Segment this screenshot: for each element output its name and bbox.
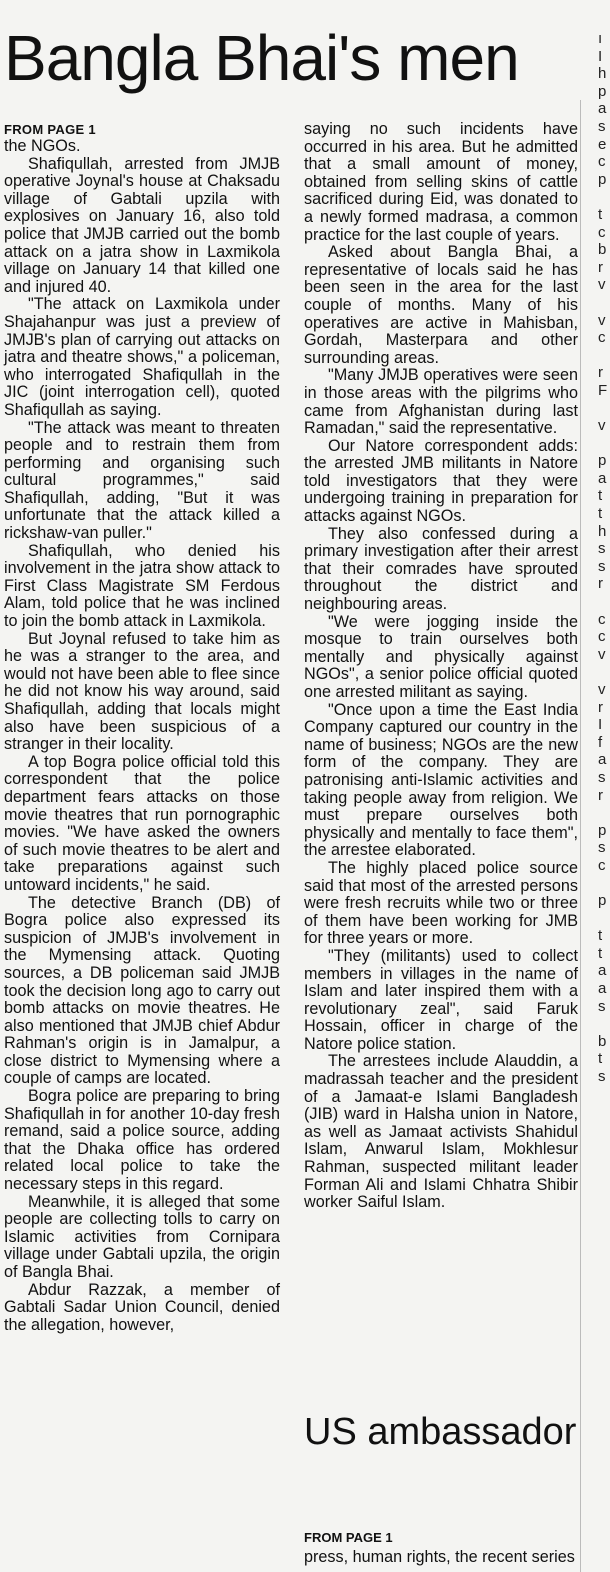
column-3-fragment: s bbox=[598, 768, 606, 786]
article-column-1 bbox=[4, 121, 280, 1334]
column-3-fragment: a bbox=[598, 962, 607, 980]
paragraph: A top Bogra police official told this correspondent that the police department fears attacks on those movie theatres that run pornographic movies. "We have asked the owners of such movie theatres to be alert and take preparations against such untoward incidents," he said. bbox=[4, 752, 280, 894]
column-3-fragment: t bbox=[598, 944, 603, 962]
paragraph: the NGOs. bbox=[4, 137, 81, 155]
column-3-fragment: t bbox=[598, 927, 603, 945]
column-3-fragment: t bbox=[598, 1050, 603, 1068]
second-article-first-line: press, human rights, the recent series bbox=[304, 1548, 575, 1566]
column-3-fragment: c bbox=[598, 610, 606, 628]
column-3-fragment: s bbox=[598, 839, 606, 857]
column-3-fragment: c bbox=[598, 856, 606, 874]
second-article-kicker: FROM PAGE 1 bbox=[304, 1530, 393, 1545]
paragraph: The detective Branch (DB) of Bogra police also expressed its suspicion of JMJB's involvement in the Mymensing attack. Quoting sources, a DB policeman said JMJB took the decision long ago to carry out bomb attacks on movie theatres. He also mentioned that JMJB chief Abdur Rahman's origin is in Jamalpur, a close district to Mymensing where a couple of camps are located. bbox=[4, 893, 280, 1088]
column-3-fragment: s bbox=[598, 1068, 606, 1086]
column-3-fragment bbox=[598, 875, 610, 893]
column-3-fragment bbox=[598, 399, 610, 417]
column-3-fragment: v bbox=[598, 680, 606, 698]
column-3-fragment: c bbox=[598, 223, 606, 241]
column-3-fragment: F bbox=[598, 381, 608, 399]
column-3-fragment: p bbox=[598, 892, 607, 910]
column-3-fragment bbox=[598, 435, 610, 453]
column-3-fragment bbox=[598, 347, 610, 365]
column-3-fragment: a bbox=[598, 980, 607, 998]
column-3-fragment: v bbox=[598, 276, 606, 294]
column-3-fragment: c bbox=[598, 628, 606, 646]
column-3-fragment bbox=[598, 294, 610, 312]
column-3-fragment: I bbox=[598, 47, 603, 65]
paragraph: "The attack on Laxmikola under Shajahanpur was just a preview of JMJB's plan of carrying out attacks on jatra and theatre shows," a policeman, who interrogated Shafiqullah in the JIC (joint interrogation cell), quoted Shafiqullah as saying. bbox=[4, 295, 280, 419]
column-3-fragment: h bbox=[598, 522, 607, 540]
column-3-fragment: s bbox=[598, 997, 606, 1015]
column-3-fragment: a bbox=[598, 469, 607, 487]
paragraph: The highly placed police source said that most of the arrested persons were fresh recruits while two or three of them have been working for JMB for three years or more. bbox=[304, 858, 578, 948]
column-3-fragment: s bbox=[598, 117, 606, 135]
column-3-fragment: I bbox=[598, 716, 603, 734]
column-3-fragment: p bbox=[598, 170, 607, 188]
column-3-fragment: v bbox=[598, 311, 606, 329]
column-3-fragment: f bbox=[598, 733, 603, 751]
column-3-fragment: v bbox=[598, 645, 606, 663]
paragraph: Bogra police are preparing to bring Shafiqullah in for another 10-day fresh remand, said a police source, adding that the Dhaka office has ordered related local police to take the necessary steps in this regard. bbox=[4, 1087, 280, 1194]
column-3-fragment: b bbox=[598, 1032, 607, 1050]
column-3-fragment: r bbox=[598, 364, 603, 382]
paragraph: "Once upon a time the East India Company captured our country in the name of business; NGOs are the new form of the company. They are patronising anti-Islamic activities and taking people away from religion. We must prepare ourselves both physically and mentally to face them", the arrestee elaborated. bbox=[304, 700, 578, 860]
column-3-fragment: e bbox=[598, 135, 607, 153]
column-3-fragment: a bbox=[598, 751, 607, 769]
column-3-fragment: s bbox=[598, 557, 606, 575]
column-3-fragment: t bbox=[598, 487, 603, 505]
paragraph: "They (militants) used to collect members in villages in the name of Islam and later inspired them with a revolutionary zeal", said Faruk Hossain, officer in charge of the Natore police station. bbox=[304, 946, 578, 1053]
column-3-fragment: p bbox=[598, 821, 607, 839]
column-3-fragment bbox=[598, 804, 610, 822]
paragraph: Our Natore correspondent adds: the arrested JMB militants in Natore told investigators that they were undergoing training in preparation for attacks against NGOs. bbox=[304, 436, 578, 526]
column-3-fragment: t bbox=[598, 505, 603, 523]
paragraph: "Many JMJB operatives were seen in those areas with the pilgrims who came from Afghanistan during last Ramadan," said the representative. bbox=[304, 366, 578, 438]
paragraph: Meanwhile, it is alleged that some people are collecting tolls to carry on Islamic activities from Cornipara village under Gabtali upzila, the origin of Bangla Bhai. bbox=[4, 1192, 280, 1281]
paragraph: The arrestees include Alauddin, a madrassah teacher and the president of a Jamaat-e Islami Bangladesh (JIB) ward in Halsha union in Natore, as well as Jamaat activists Shahidul Islam, Anwarul Islam, Mokhlesur Rahman, suspected militant leader Forman Ali and Islami Chhatra Shibir worker Saiful Islam. bbox=[304, 1052, 578, 1212]
column-3-fragment: c bbox=[598, 329, 606, 347]
column-3-fragment bbox=[598, 593, 610, 611]
column-3-fragment: r bbox=[598, 786, 603, 804]
column-3-fragment: ı bbox=[598, 30, 603, 47]
paragraph: But Joynal refused to take him as he was a stranger to the area, and would not have been able to flee since he did not know his way around, said Shafiqullah, adding that locals might also have been suspicious of a stranger in their locality. bbox=[4, 629, 280, 754]
column-3-fragment: c bbox=[598, 153, 606, 171]
article-headline: Bangla Bhai's men bbox=[4, 22, 519, 94]
column-3-fragment bbox=[598, 910, 610, 928]
column-3-fragment: p bbox=[598, 82, 607, 100]
paragraph: They also confessed during a primary investigation after their arrest that their comrades have sprouted throughout the district and neighbouring areas. bbox=[304, 524, 578, 614]
column-3-fragment: h bbox=[598, 65, 607, 83]
column-3-fragment: v bbox=[598, 417, 606, 435]
paragraph: "We were jogging inside the mosque to train ourselves both mentally and physically against NGOs", a senior police official quoted one arrested militant as saying. bbox=[304, 612, 578, 701]
paragraph: Shafiqullah, who denied his involvement in the jatra show attack to First Class Magistrate SM Ferdous Alam, told police that he was inclined to join the bomb attack in Laxmikola. bbox=[4, 541, 280, 631]
paragraph: Asked about Bangla Bhai, a representative of locals said he has been seen in the area for the last couple of months. Many of his operatives are active in Mahisban, Gordah, Masterpara and other surrounding areas. bbox=[304, 243, 578, 367]
column-3-fragment: a bbox=[598, 100, 607, 118]
column-3-fragment bbox=[598, 188, 610, 206]
paragraph: "The attack was meant to threaten people and to restrain them from performing and organising such cultural programmes," said Shafiqullah, adding, "But it was unfortunate that the attack killed a rickshaw-van puller." bbox=[4, 418, 280, 543]
paragraph: Shafiqullah, arrested from JMJB operative Joynal's house at Chaksadu village of Gabtali upzila with explosives on January 16, also told police that JMJB carried out the bomb attack on a jatra show in Laxmikola village on January 14 that killed one and injured 40. bbox=[4, 154, 280, 296]
column-3-fragment: s bbox=[598, 540, 606, 558]
column-3-fragment: r bbox=[598, 258, 603, 276]
column-3-fragment bbox=[598, 663, 610, 681]
column-3-fragment bbox=[598, 1015, 610, 1033]
column-3-fragment: b bbox=[598, 241, 607, 259]
paragraph: Abdur Razzak, a member of Gabtali Sadar Union Council, denied the allegation, however, bbox=[4, 1280, 280, 1334]
column-3-fragment: r bbox=[598, 698, 603, 716]
column-3-fragment: r bbox=[598, 575, 603, 593]
column-divider bbox=[580, 100, 581, 1572]
cut-off-column-3 bbox=[598, 30, 610, 1572]
article-column-2 bbox=[304, 121, 578, 1212]
second-article-headline: US ambassador bbox=[304, 1411, 577, 1453]
paragraph: saying no such incidents have occurred in his area. But he admitted that a small amount of money, obtained from selling skins of cattle sacrificed during Eid, was donated to a newly formed madrasa, a common practice for the last couple of years. bbox=[304, 120, 578, 244]
column-3-fragment: t bbox=[598, 205, 603, 223]
column-3-fragment: p bbox=[598, 452, 607, 470]
from-page-kicker: FROM PAGE 1 bbox=[4, 122, 96, 137]
